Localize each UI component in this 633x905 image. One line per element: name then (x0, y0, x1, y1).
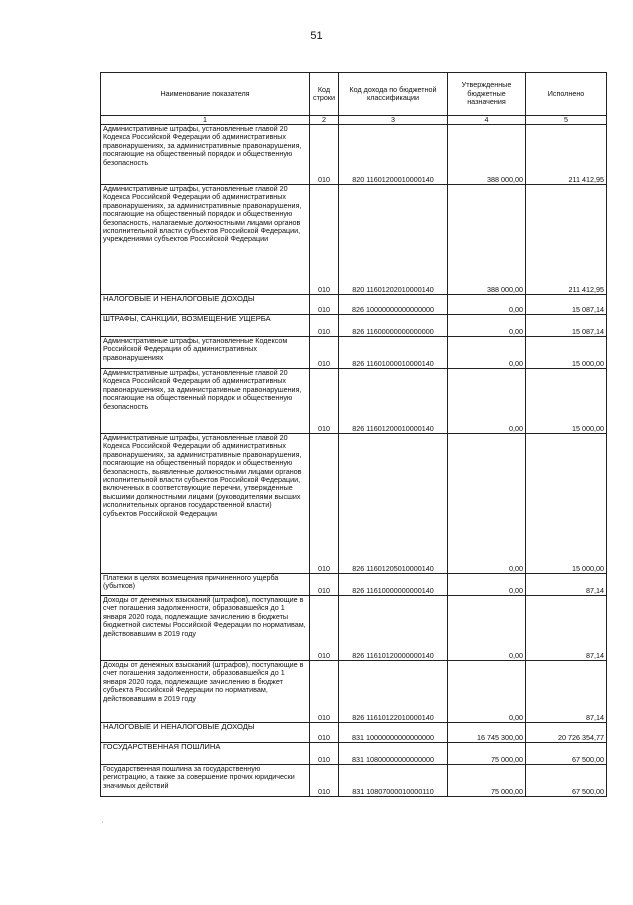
executed-amount: 211 412,95 (526, 185, 607, 295)
column-index: 3 (339, 116, 448, 125)
table-row (101, 315, 607, 337)
line-code: 010 (310, 185, 339, 295)
table-row (101, 661, 607, 723)
executed-amount: 67 500,00 (526, 743, 607, 765)
approved-amount: 0,00 (448, 434, 526, 574)
column-index: 1 (101, 116, 310, 125)
approved-amount: 0,00 (448, 596, 526, 661)
table-row (101, 434, 607, 574)
indicator-name: Административные штрафы, установленные главой 20 Кодекса Российской Федерации об административных правонарушениях, за административные правонарушения, посягающие на общественный порядок и общественную безопасность (101, 125, 310, 185)
indicator-name: Административные штрафы, установленные главой 20 Кодекса Российской Федерации об административных правонарушениях, за административные правонарушения, посягающие на общественный порядок и общественную безопасность (101, 369, 310, 434)
line-code: 010 (310, 661, 339, 723)
executed-amount: 15 000,00 (526, 337, 607, 369)
line-code: 010 (310, 596, 339, 661)
line-code: 010 (310, 295, 339, 315)
executed-amount: 87,14 (526, 661, 607, 723)
approved-amount: 388 000,00 (448, 185, 526, 295)
header-indicator-name: Наименование показателя (101, 73, 310, 116)
table-row (101, 125, 607, 185)
page-number: 51 (310, 30, 323, 42)
header-income-code: Код дохода по бюджетной классификации (339, 73, 448, 116)
indicator-name: НАЛОГОВЫЕ И НЕНАЛОГОВЫЕ ДОХОДЫ (101, 723, 310, 743)
income-code: 826 11610120000000140 (339, 596, 448, 661)
table-row (101, 596, 607, 661)
table-row (101, 369, 607, 434)
approved-amount: 0,00 (448, 661, 526, 723)
approved-amount: 0,00 (448, 369, 526, 434)
line-code: 010 (310, 765, 339, 797)
line-code: 010 (310, 369, 339, 434)
line-code: 010 (310, 125, 339, 185)
table-row (101, 574, 607, 596)
approved-amount: 0,00 (448, 295, 526, 315)
column-index: 4 (448, 116, 526, 125)
scan-mark: ' (102, 822, 104, 828)
income-code: 826 11601200010000140 (339, 369, 448, 434)
executed-amount: 211 412,95 (526, 125, 607, 185)
header-line-code: Код строки (310, 73, 339, 116)
header-executed: Исполнено (526, 73, 607, 116)
table-row (101, 723, 607, 743)
income-code: 820 11601202010000140 (339, 185, 448, 295)
table-row (101, 743, 607, 765)
income-code: 826 11600000000000000 (339, 315, 448, 337)
income-code: 831 10800000000000000 (339, 743, 448, 765)
line-code: 010 (310, 574, 339, 596)
table-row (101, 185, 607, 295)
indicator-name: ГОСУДАРСТВЕННАЯ ПОШЛИНА (101, 743, 310, 765)
income-code: 826 11610122010000140 (339, 661, 448, 723)
indicator-name: Платежи в целях возмещения причиненного ущерба (убытков) (101, 574, 310, 596)
executed-amount: 67 500,00 (526, 765, 607, 797)
approved-amount: 0,00 (448, 337, 526, 369)
executed-amount: 15 087,14 (526, 315, 607, 337)
income-code: 826 10000000000000000 (339, 295, 448, 315)
income-code: 826 11610000000000140 (339, 574, 448, 596)
executed-amount: 20 726 354,77 (526, 723, 607, 743)
table-row (101, 337, 607, 369)
executed-amount: 87,14 (526, 574, 607, 596)
income-code: 826 11601000010000140 (339, 337, 448, 369)
income-code: 831 10807000010000110 (339, 765, 448, 797)
executed-amount: 15 087,14 (526, 295, 607, 315)
approved-amount: 75 000,00 (448, 743, 526, 765)
line-code: 010 (310, 434, 339, 574)
executed-amount: 15 000,00 (526, 369, 607, 434)
indicator-name: НАЛОГОВЫЕ И НЕНАЛОГОВЫЕ ДОХОДЫ (101, 295, 310, 315)
indicator-name: ШТРАФЫ, САНКЦИИ, ВОЗМЕЩЕНИЕ УЩЕРБА (101, 315, 310, 337)
column-index: 5 (526, 116, 607, 125)
indicator-name: Административные штрафы, установленные главой 20 Кодекса Российской Федерации об административных правонарушениях, за административные правонарушения, посягающие на общественный порядок и общественную безопасность, выявленные должностными лицами органов исполнительной власти субъектов Российской Федерации, включенных в соответствующие перечни, утвержденные высшими должностными лицами (руководителями высших исполнительных органов государственной власти) субъектов Российской Федерации (101, 434, 310, 574)
table-row (101, 295, 607, 315)
column-index: 2 (310, 116, 339, 125)
approved-amount: 388 000,00 (448, 125, 526, 185)
line-code: 010 (310, 723, 339, 743)
income-report-table (100, 72, 607, 797)
approved-amount: 75 000,00 (448, 765, 526, 797)
indicator-name: Административные штрафы, установленные главой 20 Кодекса Российской Федерации об административных правонарушениях, за административные правонарушения, посягающие на общественный порядок и общественную безопасность, налагаемые должностными лицами органов исполнительной власти субъектов Российской Федерации, учреждениями субъектов Российской Федерации (101, 185, 310, 295)
income-code: 826 11601205010000140 (339, 434, 448, 574)
table-row (101, 765, 607, 797)
executed-amount: 87,14 (526, 596, 607, 661)
approved-amount: 16 745 300,00 (448, 723, 526, 743)
indicator-name: Доходы от денежных взысканий (штрафов), поступающие в счет погашения задолженности, образовавшейся до 1 января 2020 года, подлежащие зачислению в бюджеты бюджетной системы Российской Федерации по нормативам, действовавшим в 2019 году (101, 596, 310, 661)
indicator-name: Государственная пошлина за государственную регистрацию, а также за совершение прочих юридически значимых действий (101, 765, 310, 797)
header-approved: Утвержденные бюджетные назначения (448, 73, 526, 116)
income-code: 820 11601200010000140 (339, 125, 448, 185)
approved-amount: 0,00 (448, 574, 526, 596)
indicator-name: Административные штрафы, установленные Кодексом Российской Федерации об административных правонарушениях (101, 337, 310, 369)
indicator-name: Доходы от денежных взысканий (штрафов), поступающие в счет погашения задолженности, образовавшейся до 1 января 2020 года, подлежащие зачислению в бюджет субъекта Российской Федерации по нормативам, действовавшим в 2019 году (101, 661, 310, 723)
approved-amount: 0,00 (448, 315, 526, 337)
line-code: 010 (310, 337, 339, 369)
line-code: 010 (310, 315, 339, 337)
income-code: 831 10000000000000000 (339, 723, 448, 743)
line-code: 010 (310, 743, 339, 765)
executed-amount: 15 000,00 (526, 434, 607, 574)
